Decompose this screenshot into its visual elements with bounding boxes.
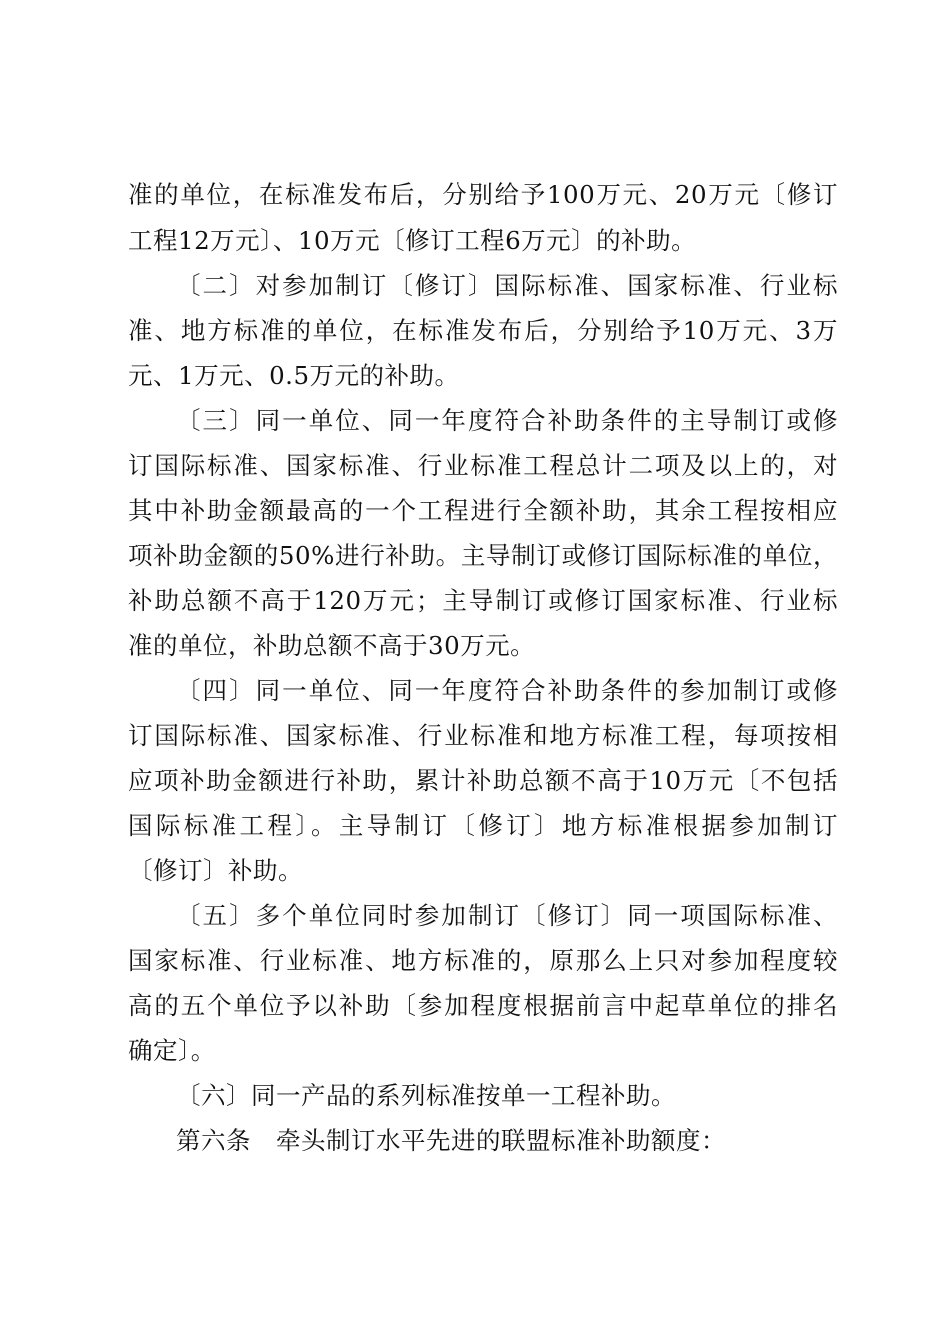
text-line: 项补助金额的50%进行补助。主导制订或修订国际标准的单位， (128, 541, 838, 570)
text-line: 其中补助金额最高的一个工程进行全额补助，其余工程按相应 (128, 496, 838, 525)
article-heading: 第六条 牵头制订水平先进的联盟标准补助额度： (176, 1126, 726, 1155)
text-line: 国际标准工程〕。主导制订〔修订〕地方标准根据参加制订 (128, 811, 838, 840)
text-line: 国家标准、行业标准、地方标准的，原那么上只对参加程度较 (128, 946, 838, 975)
text-line: 补助总额不高于120万元；主导制订或修订国家标准、行业标 (128, 586, 838, 615)
text-line: 应项补助金额进行补助，累计补助总额不高于10万元〔不包括 (128, 766, 838, 795)
text-line: 准的单位，补助总额不高于30万元。 (128, 631, 536, 660)
text-line: 确定〕。 (128, 1036, 216, 1065)
text-line: 〔三〕同一单位、同一年度符合补助条件的主导制订或修 (176, 406, 838, 435)
text-line: 工程12万元〕、10万元〔修订工程6万元〕的补助。 (128, 226, 697, 255)
text-line: 〔六〕同一产品的系列标准按单一工程补助。 (176, 1081, 676, 1110)
text-line: 高的五个单位予以补助〔参加程度根据前言中起草单位的排名 (128, 991, 838, 1020)
text-line: 元、1万元、0.5万元的补助。 (128, 361, 460, 390)
text-line: 〔五〕多个单位同时参加制订〔修订〕同一项国际标准、 (176, 901, 838, 930)
text-line: 〔二〕对参加制订〔修订〕国际标准、国家标准、行业标 (176, 271, 838, 300)
text-line: 订国际标准、国家标准、行业标准和地方标准工程，每项按相 (128, 721, 838, 750)
text-line: 准、地方标准的单位，在标准发布后，分别给予10万元、3万 (128, 316, 838, 345)
text-line: 准的单位，在标准发布后，分别给予100万元、20万元〔修订 (128, 180, 838, 209)
text-line: 〔四〕同一单位、同一年度符合补助条件的参加制订或修 (176, 676, 838, 705)
text-line: 订国际标准、国家标准、行业标准工程总计二项及以上的，对 (128, 451, 838, 480)
text-line: 〔修订〕补助。 (128, 856, 303, 885)
